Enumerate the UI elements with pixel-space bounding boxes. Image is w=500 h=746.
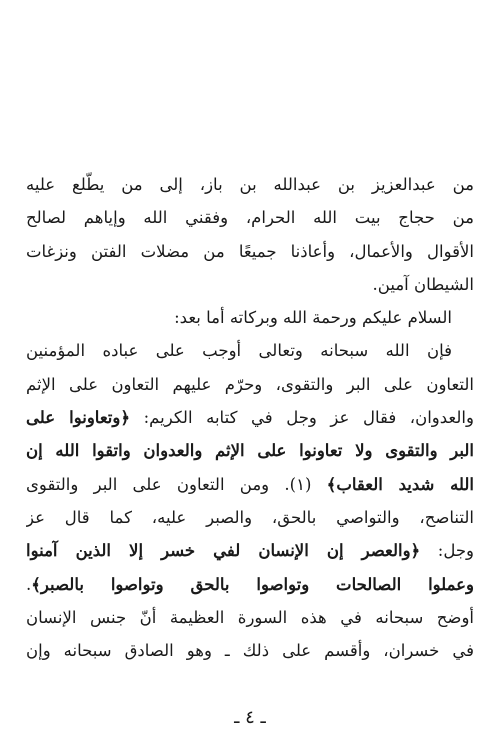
text-line: [26, 334, 474, 367]
text-line: [26, 301, 474, 334]
line-text: .: [26, 574, 32, 594]
line-text: الأقوال والأعمال، وأعاذنا جميعًا من مضلات الفتن ونزغات: [26, 241, 474, 261]
text-line: [26, 235, 474, 268]
quran-verse-text: ﴿والعصر إن الإنسان لفي خسر إلا الذين آمنوا: [26, 541, 421, 561]
line-text: أوضح سبحانه في هذه السورة العظيمة أنّ جنس الإنسان: [26, 607, 474, 627]
line-text: وجل:: [420, 541, 474, 561]
line-text: (١). ومن التعاون على البر والتقوى: [26, 474, 327, 494]
line-text: التناصح، والتواصي بالحق، والصبر عليه، كما قال عز: [26, 507, 474, 527]
text-line: [26, 501, 474, 534]
text-line: [26, 434, 474, 467]
quran-verse-text: الله شديد العقاب﴾: [326, 474, 474, 494]
text-line: [26, 368, 474, 401]
text-line: [26, 401, 474, 434]
quran-verse-text: البر والتقوى ولا تعاونوا على الإثم والعدوان واتقوا الله إن: [26, 441, 474, 461]
line-text: في خسران، وأقسم على ذلك ـ وهو الصادق سبحانه وإن: [26, 641, 474, 661]
text-line: [26, 468, 474, 501]
line-text: التعاون على البر والتقوى، وحرّم عليهم التعاون على الإثم: [26, 374, 474, 394]
text-line: [26, 168, 474, 201]
line-text: السلام عليكم ورحمة الله وبركاته أما بعد:: [174, 308, 452, 328]
line-text: الشيطان آمين.: [372, 274, 474, 294]
text-line: [26, 568, 474, 601]
text-line: [26, 601, 474, 634]
line-text: من عبدالعزيز بن عبدالله بن باز، إلى من يطّلع عليه: [26, 175, 474, 194]
body-text: [26, 168, 474, 667]
text-line: [26, 534, 474, 567]
quran-verse-text: وعملوا الصالحات وتواصوا بالحق وتواصوا بالصبر﴾: [31, 574, 474, 594]
text-line: [26, 201, 474, 234]
line-text: فإن الله سبحانه وتعالى أوجب على عباده المؤمنين: [26, 341, 452, 361]
line-text: والعدوان، فقال عز وجل في كتابه الكريم:: [130, 408, 474, 428]
quran-verse-text: ﴿وتعاونوا على: [26, 408, 131, 428]
line-text: من حجاج بيت الله الحرام، وفقني الله وإياهم لصالح: [26, 208, 474, 228]
text-line: [26, 268, 474, 301]
page-number: ـ ٤ ـ: [234, 707, 266, 728]
text-line: [26, 634, 474, 667]
